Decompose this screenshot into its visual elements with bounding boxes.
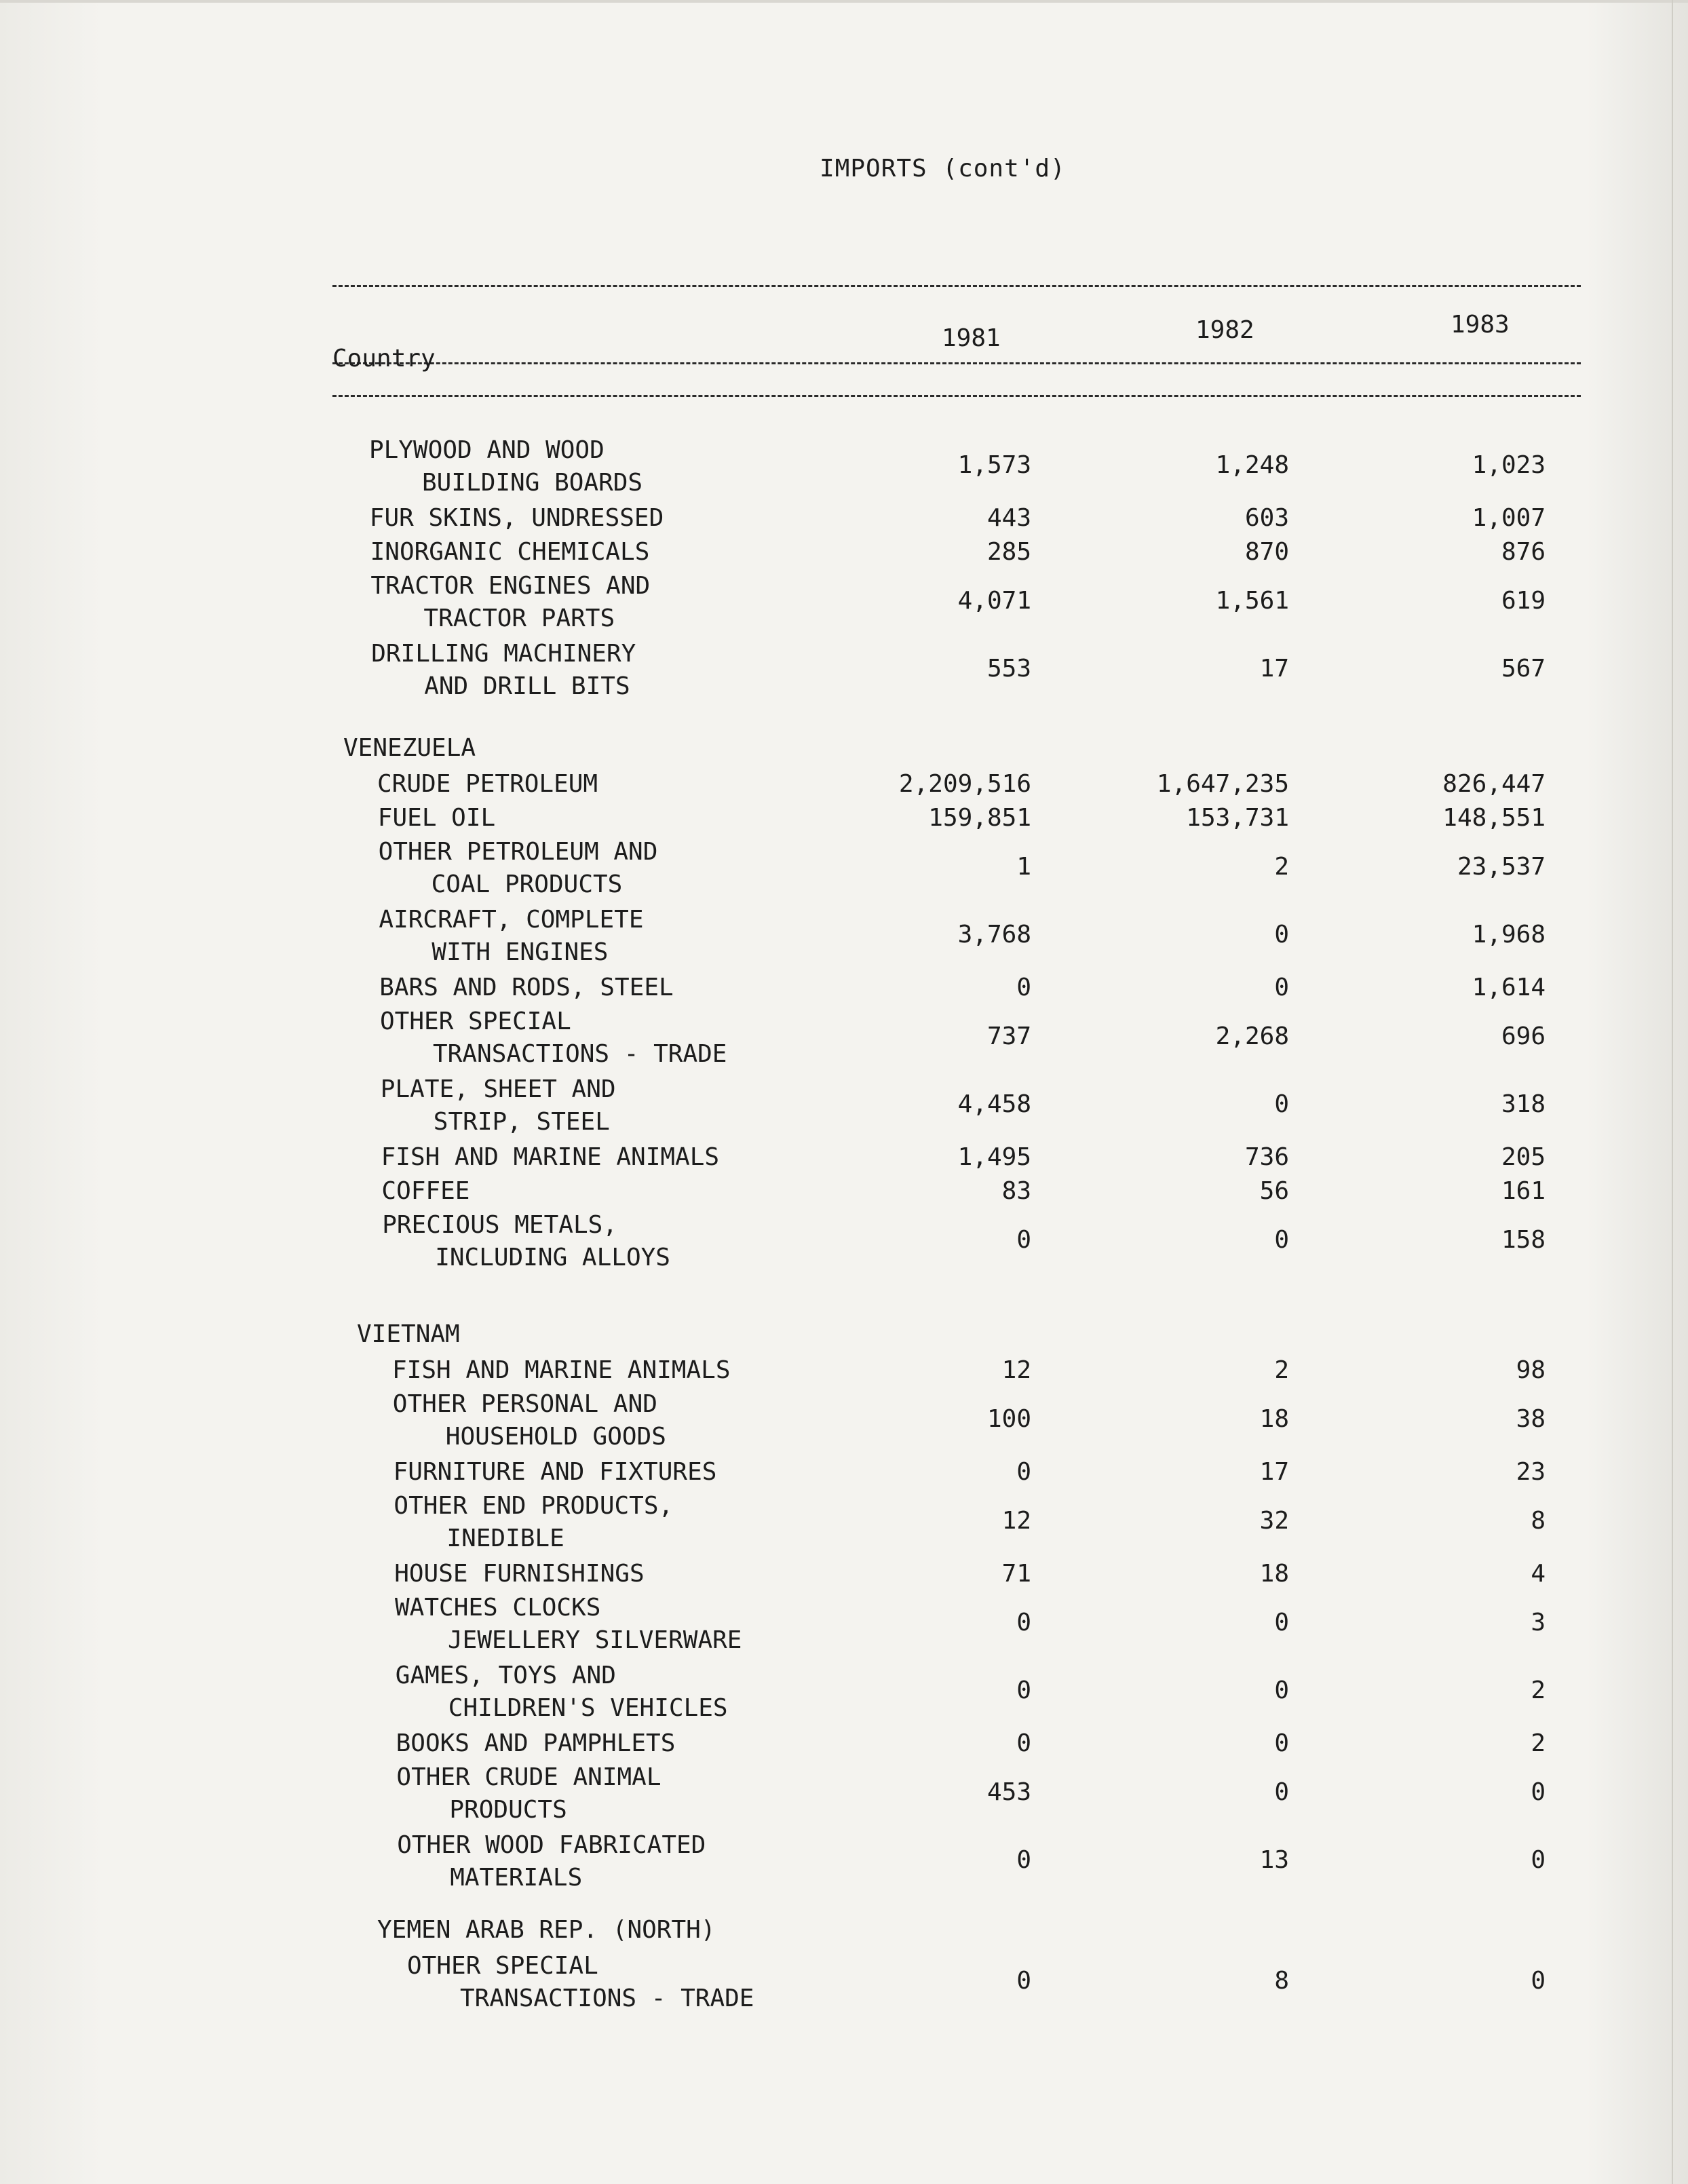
commodity-label [379,972,673,1004]
commodity-label [380,1005,727,1071]
page-title: IMPORTS (cont'd) [820,155,1066,183]
column-header-1981: 1981 [942,324,1001,352]
commodity-label [371,638,636,703]
commodity-label-line: HOUSE FURNISHINGS [394,1560,645,1588]
commodity-label-continuation: STRIP, STEEL [433,1108,610,1136]
commodity-label-line: FUR SKINS, UNDRESSED [369,504,664,532]
value-1981: 453 [986,1778,1031,1806]
value-1982: 870 [1244,538,1289,566]
value-1983: 1,007 [1472,504,1546,532]
value-1982: 56 [1259,1177,1289,1205]
value-1983: 205 [1501,1143,1546,1171]
value-1983: 876 [1501,538,1546,566]
value-1982: 17 [1259,1458,1289,1486]
commodity-label-continuation: INCLUDING ALLOYS [435,1244,670,1271]
commodity-label [394,1558,644,1590]
header-rule-middle [332,362,1581,364]
commodity-label-continuation: TRANSACTIONS - TRADE [433,1040,727,1068]
commodity-label-line: OTHER PERSONAL AND [392,1390,657,1418]
value-1981: 443 [986,504,1031,532]
right-edge-line [1672,0,1673,2184]
value-1982: 0 [1274,1677,1289,1704]
value-1983: 148,551 [1442,804,1546,832]
value-1983: 1,023 [1472,451,1546,479]
value-1981: 3,768 [957,921,1031,949]
commodity-label-line: OTHER SPECIAL [380,1008,571,1035]
value-1983: 2 [1531,1677,1546,1704]
commodity-label-line: BARS AND RODS, STEEL [379,974,674,1001]
value-1982: 1,647,235 [1156,770,1289,798]
commodity-label [377,768,598,801]
column-header-country: Country [332,345,436,372]
value-1981: 1,495 [957,1143,1031,1171]
commodity-label-continuation: PRODUCTS [449,1796,567,1824]
commodity-label-line: GAMES, TOYS AND [395,1662,616,1689]
value-1982: 32 [1259,1507,1289,1535]
value-1981: 1,573 [957,451,1031,479]
value-1981: 71 [1001,1560,1031,1588]
commodity-label [370,502,664,535]
value-1981: 0 [1016,1677,1031,1704]
commodity-label-line: FURNITURE AND FIXTURES [393,1458,717,1486]
value-1982: 2,268 [1215,1022,1289,1050]
commodity-label [393,1388,666,1453]
value-1981: 1 [1016,853,1031,881]
value-1981: 0 [1016,1226,1031,1254]
value-1982: 18 [1259,1560,1289,1588]
commodity-label [381,1175,469,1208]
value-1983: 826,447 [1442,770,1546,798]
commodity-label-continuation: JEWELLERY SILVERWARE [448,1626,742,1654]
value-1983: 158 [1501,1226,1546,1254]
commodity-label-continuation: TRACTOR PARTS [423,605,615,632]
value-1982: 17 [1259,655,1289,683]
commodity-label-line: PRECIOUS METALS, [382,1211,617,1239]
value-1981: 12 [1001,1507,1031,1535]
value-1982: 153,731 [1186,804,1289,832]
commodity-label-continuation: CHILDREN'S VEHICLES [448,1694,728,1722]
value-1983: 8 [1531,1507,1546,1535]
value-1981: 0 [1016,1609,1031,1636]
value-1982: 13 [1259,1846,1289,1874]
commodity-label [381,1073,616,1138]
value-1983: 23 [1516,1458,1546,1486]
commodity-label-line: OTHER SPECIAL [407,1952,598,1980]
commodity-label-line: PLATE, SHEET AND [380,1075,616,1103]
value-1982: 0 [1274,1609,1289,1636]
commodity-label-line: BOOKS AND PAMPHLETS [396,1729,676,1757]
value-1982: 18 [1259,1405,1289,1433]
commodity-label-line: FUEL OIL [377,804,496,832]
commodity-label [369,434,642,499]
commodity-label-line: DRILLING MACHINERY [371,640,636,668]
commodity-label-continuation: INEDIBLE [446,1525,564,1552]
value-1982: 2 [1274,1356,1289,1384]
header-rule-top [332,285,1581,287]
value-1982: 0 [1274,1090,1289,1118]
commodity-label-line: PLYWOOD AND WOOD [369,436,605,464]
commodity-label-continuation: AND DRILL BITS [424,672,630,700]
value-1982: 0 [1274,974,1289,1001]
commodity-label [396,1660,728,1725]
commodity-label [370,570,650,635]
commodity-label-line: OTHER CRUDE ANIMAL [396,1763,661,1791]
value-1983: 1,968 [1472,921,1546,949]
value-1981: 737 [986,1022,1031,1050]
commodity-label-line: WATCHES CLOCKS [395,1594,601,1622]
commodity-label [379,836,658,901]
value-1983: 696 [1501,1022,1546,1050]
commodity-label [396,1727,676,1760]
value-1981: 83 [1001,1177,1031,1205]
value-1982: 0 [1274,1729,1289,1757]
commodity-label [396,1761,661,1826]
value-1981: 4,071 [957,587,1031,615]
commodity-label [394,1490,673,1555]
commodity-label-continuation: COAL PRODUCTS [431,870,623,898]
value-1982: 0 [1274,1778,1289,1806]
value-1982: 1,248 [1215,451,1289,479]
value-1982: 0 [1274,1226,1289,1254]
value-1982: 0 [1274,921,1289,949]
commodity-label [397,1829,706,1894]
column-header-1982: 1982 [1195,316,1254,344]
value-1982: 8 [1274,1967,1289,1995]
country-name: VIETNAM [357,1320,460,1348]
commodity-label-line: AIRCRAFT, COMPLETE [379,906,644,934]
commodity-label-continuation: MATERIALS [450,1864,583,1892]
value-1983: 619 [1501,587,1546,615]
commodity-label [392,1354,731,1387]
value-1982: 2 [1274,853,1289,881]
value-1981: 2,209,516 [898,770,1031,798]
commodity-label-line: FISH AND MARINE ANIMALS [381,1143,720,1171]
commodity-label [382,1209,670,1274]
commodity-label [394,1456,717,1489]
value-1981: 0 [1016,1846,1031,1874]
value-1981: 0 [1016,1967,1031,1995]
value-1983: 567 [1501,655,1546,683]
commodity-label-line: OTHER PETROLEUM AND [378,838,658,866]
commodity-label-line: INORGANIC CHEMICALS [370,538,650,566]
commodity-label [370,536,650,569]
value-1981: 0 [1016,1458,1031,1486]
commodity-label [378,802,495,835]
value-1981: 12 [1001,1356,1031,1384]
header-rule-bottom [332,395,1581,397]
value-1981: 4,458 [957,1090,1031,1118]
value-1981: 0 [1016,1729,1031,1757]
value-1982: 1,561 [1215,587,1289,615]
commodity-label-line: COFFEE [381,1177,470,1205]
value-1983: 23,537 [1457,853,1546,881]
value-1983: 98 [1516,1356,1546,1384]
value-1983: 1,614 [1472,974,1546,1001]
value-1983: 2 [1531,1729,1546,1757]
value-1983: 4 [1531,1560,1546,1588]
value-1983: 0 [1531,1967,1546,1995]
value-1983: 161 [1501,1177,1546,1205]
value-1983: 0 [1531,1778,1546,1806]
value-1983: 0 [1531,1846,1546,1874]
value-1981: 553 [986,655,1031,683]
commodity-label-line: TRACTOR ENGINES AND [370,572,651,600]
commodity-label-line: OTHER END PRODUCTS, [394,1492,674,1520]
commodity-label-continuation: HOUSEHOLD GOODS [445,1423,666,1451]
value-1983: 318 [1501,1090,1546,1118]
value-1982: 603 [1244,504,1289,532]
value-1981: 285 [986,538,1031,566]
commodity-label [381,1141,720,1174]
commodity-label [379,904,643,969]
value-1983: 38 [1516,1405,1546,1433]
value-1982: 736 [1244,1143,1289,1171]
column-header-1983: 1983 [1451,311,1510,339]
commodity-label-continuation: BUILDING BOARDS [422,469,643,497]
country-name: VENEZUELA [343,734,476,762]
top-edge-line [0,0,1688,3]
country-name: YEMEN ARAB REP. (NORTH) [377,1916,716,1944]
value-1981: 0 [1016,974,1031,1001]
commodity-label-continuation: WITH ENGINES [431,938,609,966]
value-1983: 3 [1531,1609,1546,1636]
commodity-label [395,1592,742,1657]
commodity-label-line: OTHER WOOD FABRICATED [397,1831,706,1859]
commodity-label-line: FISH AND MARINE ANIMALS [392,1356,731,1384]
commodity-label-continuation: TRANSACTIONS - TRADE [460,1985,754,2012]
value-1981: 100 [986,1405,1031,1433]
commodity-label [407,1950,754,2015]
value-1981: 159,851 [928,804,1031,832]
commodity-label-line: CRUDE PETROLEUM [377,770,598,798]
